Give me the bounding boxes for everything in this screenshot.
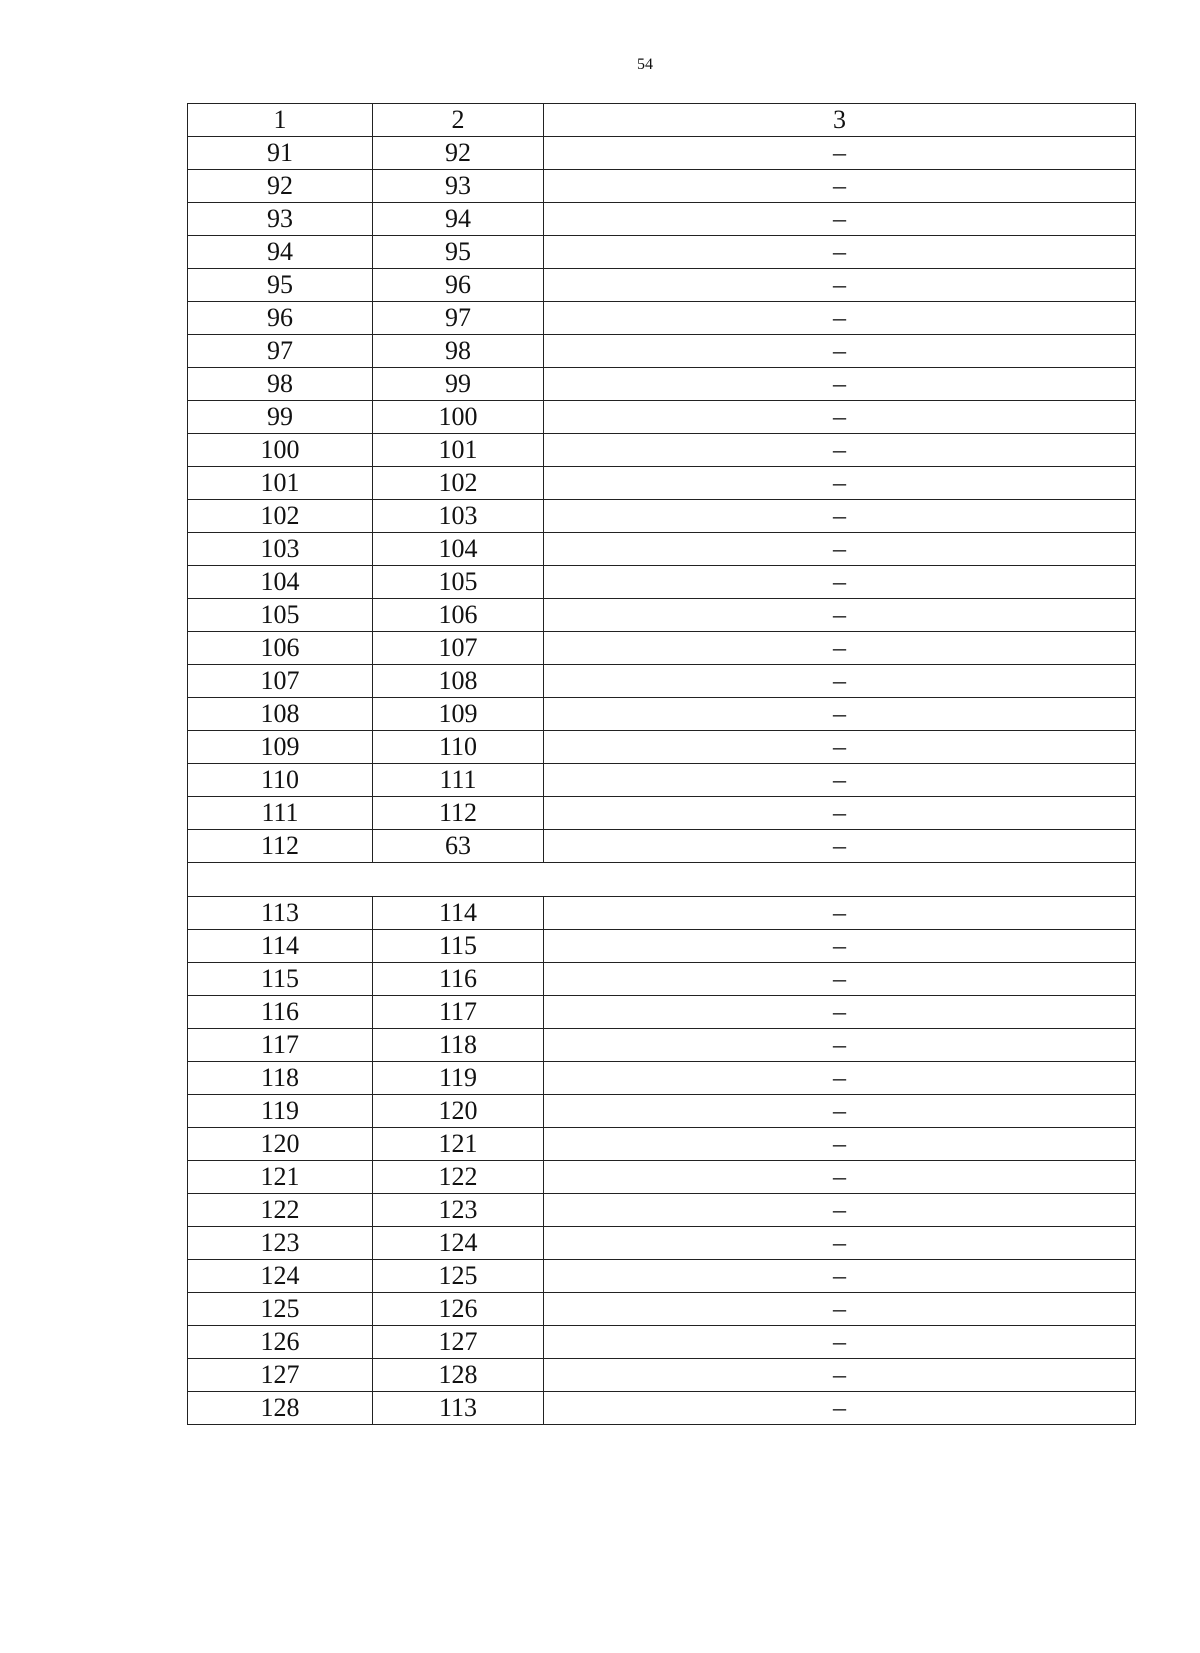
table-row: [188, 335, 1136, 368]
table-row: [188, 1161, 1136, 1194]
table-cell-col-3: –: [544, 731, 1136, 764]
table-cell-col-2: 94: [373, 203, 544, 236]
table-cell-col-3: –: [544, 1095, 1136, 1128]
table-cell-col-2: 100: [373, 401, 544, 434]
table-cell-col-1: 110: [188, 764, 373, 797]
table-row: [188, 1095, 1136, 1128]
table-cell-col-3: –: [544, 1128, 1136, 1161]
table-cell-col-2: 98: [373, 335, 544, 368]
table-cell-col-3: –: [544, 170, 1136, 203]
table-row: [188, 731, 1136, 764]
table-cell-col-3: –: [544, 797, 1136, 830]
table-cell-col-1: 117: [188, 1029, 373, 1062]
table-row: [188, 665, 1136, 698]
table-cell-col-2: 95: [373, 236, 544, 269]
table-cell-col-2: 107: [373, 632, 544, 665]
table-row: [188, 764, 1136, 797]
table-cell-col-2: 109: [373, 698, 544, 731]
table-cell-col-2: 99: [373, 368, 544, 401]
table-cell-col-2: 124: [373, 1227, 544, 1260]
table-cell-col-2: 113: [373, 1392, 544, 1425]
table-row: [188, 698, 1136, 731]
table-cell-col-1: 103: [188, 533, 373, 566]
table-row: [188, 533, 1136, 566]
table-cell-col-1: 113: [188, 897, 373, 930]
header-cell-1: 1: [188, 104, 373, 137]
table-cell-col-3: –: [544, 1194, 1136, 1227]
table-cell-col-2: 110: [373, 731, 544, 764]
table-cell-col-3: –: [544, 1359, 1136, 1392]
table-row: [188, 434, 1136, 467]
table-cell-col-2: 115: [373, 930, 544, 963]
page-number: 54: [637, 56, 653, 73]
table-cell-col-2: 106: [373, 599, 544, 632]
table-cell-col-1: 128: [188, 1392, 373, 1425]
table-cell-col-1: 116: [188, 996, 373, 1029]
table-cell-col-3: –: [544, 467, 1136, 500]
table-cell-col-1: 120: [188, 1128, 373, 1161]
table-row: [188, 368, 1136, 401]
table-body: [188, 104, 1136, 1425]
table-cell-col-2: 118: [373, 1029, 544, 1062]
table-cell-col-2: 117: [373, 996, 544, 1029]
table-cell-col-3: –: [544, 1293, 1136, 1326]
section-gap-row: [188, 863, 1136, 897]
table-cell-col-3: –: [544, 368, 1136, 401]
table-cell-col-2: 126: [373, 1293, 544, 1326]
table-row: [188, 599, 1136, 632]
table-cell-col-2: 123: [373, 1194, 544, 1227]
table-cell-col-1: 106: [188, 632, 373, 665]
table-cell-col-1: 109: [188, 731, 373, 764]
table-cell-col-1: 122: [188, 1194, 373, 1227]
table-cell-col-1: 97: [188, 335, 373, 368]
table-row: [188, 236, 1136, 269]
table-cell-col-1: 108: [188, 698, 373, 731]
table-cell-col-1: 105: [188, 599, 373, 632]
table-cell-col-2: 114: [373, 897, 544, 930]
table-row: [188, 566, 1136, 599]
table-cell-col-2: 103: [373, 500, 544, 533]
table-row: [188, 1128, 1136, 1161]
table-cell-col-1: 112: [188, 830, 373, 863]
table-row: [188, 830, 1136, 863]
table-cell-col-3: –: [544, 830, 1136, 863]
table-row: [188, 467, 1136, 500]
data-table: [187, 103, 1136, 1425]
table-row: [188, 996, 1136, 1029]
table-row: [188, 1029, 1136, 1062]
table-cell-col-3: –: [544, 434, 1136, 467]
table-cell-col-2: 125: [373, 1260, 544, 1293]
table-cell-col-3: –: [544, 302, 1136, 335]
table-cell-col-3: –: [544, 1062, 1136, 1095]
table-cell-col-2: 101: [373, 434, 544, 467]
table-row: [188, 930, 1136, 963]
table-cell-col-3: –: [544, 137, 1136, 170]
table-cell-col-3: –: [544, 1227, 1136, 1260]
table-row: [188, 269, 1136, 302]
table-row: [188, 797, 1136, 830]
table-cell-col-1: 127: [188, 1359, 373, 1392]
table-cell-col-2: 96: [373, 269, 544, 302]
table-cell-col-3: –: [544, 1392, 1136, 1425]
table-cell-col-1: 114: [188, 930, 373, 963]
table-cell-col-1: 101: [188, 467, 373, 500]
table-cell-col-1: 104: [188, 566, 373, 599]
table-row: [188, 963, 1136, 996]
table-cell-col-1: 93: [188, 203, 373, 236]
table-cell-col-1: 100: [188, 434, 373, 467]
table-cell-col-2: 112: [373, 797, 544, 830]
table-row: [188, 632, 1136, 665]
table-cell-col-3: –: [544, 335, 1136, 368]
table-cell-col-3: –: [544, 401, 1136, 434]
header-row: [188, 104, 1136, 137]
table-cell-col-3: –: [544, 269, 1136, 302]
table-cell-col-2: 108: [373, 665, 544, 698]
header-cell-3: 3: [544, 104, 1136, 137]
table-cell-col-2: 102: [373, 467, 544, 500]
table-cell-col-2: 127: [373, 1326, 544, 1359]
table-row: [188, 170, 1136, 203]
table-cell-col-1: 107: [188, 665, 373, 698]
table-row: [188, 203, 1136, 236]
table-cell-col-3: –: [544, 1161, 1136, 1194]
table-cell-col-3: –: [544, 533, 1136, 566]
table-cell-col-1: 96: [188, 302, 373, 335]
table-cell-col-1: 125: [188, 1293, 373, 1326]
section-gap-cell: [188, 863, 1136, 897]
table-cell-col-2: 92: [373, 137, 544, 170]
table-cell-col-2: 120: [373, 1095, 544, 1128]
table-cell-col-3: –: [544, 1260, 1136, 1293]
table-cell-col-1: 99: [188, 401, 373, 434]
table-cell-col-2: 97: [373, 302, 544, 335]
header-cell-2: 2: [373, 104, 544, 137]
table-cell-col-2: 111: [373, 764, 544, 797]
table-cell-col-3: –: [544, 930, 1136, 963]
table-cell-col-3: –: [544, 236, 1136, 269]
table-cell-col-2: 63: [373, 830, 544, 863]
table-cell-col-3: –: [544, 963, 1136, 996]
table-row: [188, 897, 1136, 930]
table-cell-col-3: –: [544, 897, 1136, 930]
table-cell-col-2: 105: [373, 566, 544, 599]
table-cell-col-1: 98: [188, 368, 373, 401]
table-cell-col-1: 102: [188, 500, 373, 533]
table-row: [188, 1260, 1136, 1293]
table-cell-col-1: 119: [188, 1095, 373, 1128]
table-cell-col-1: 124: [188, 1260, 373, 1293]
table-cell-col-2: 119: [373, 1062, 544, 1095]
table-cell-col-2: 122: [373, 1161, 544, 1194]
table-row: [188, 1359, 1136, 1392]
table-cell-col-1: 121: [188, 1161, 373, 1194]
table-cell-col-3: –: [544, 996, 1136, 1029]
table-row: [188, 1062, 1136, 1095]
table-cell-col-1: 94: [188, 236, 373, 269]
table-cell-col-1: 118: [188, 1062, 373, 1095]
table-row: [188, 1326, 1136, 1359]
table-cell-col-1: 123: [188, 1227, 373, 1260]
table-cell-col-2: 121: [373, 1128, 544, 1161]
table-cell-col-1: 91: [188, 137, 373, 170]
table-cell-col-3: –: [544, 764, 1136, 797]
table-cell-col-1: 95: [188, 269, 373, 302]
table-cell-col-1: 92: [188, 170, 373, 203]
table-cell-col-1: 115: [188, 963, 373, 996]
table-cell-col-3: –: [544, 698, 1136, 731]
table-cell-col-1: 111: [188, 797, 373, 830]
table-cell-col-3: –: [544, 665, 1136, 698]
table-cell-col-3: –: [544, 203, 1136, 236]
table-row: [188, 137, 1136, 170]
table-row: [188, 1227, 1136, 1260]
table-cell-col-3: –: [544, 632, 1136, 665]
table-cell-col-3: –: [544, 1326, 1136, 1359]
table-row: [188, 302, 1136, 335]
table-row: [188, 1392, 1136, 1425]
table-row: [188, 401, 1136, 434]
table-cell-col-3: –: [544, 500, 1136, 533]
table-cell-col-3: –: [544, 599, 1136, 632]
table-cell-col-2: 93: [373, 170, 544, 203]
table-cell-col-3: –: [544, 1029, 1136, 1062]
table-cell-col-2: 104: [373, 533, 544, 566]
table-row: [188, 1293, 1136, 1326]
table-cell-col-1: 126: [188, 1326, 373, 1359]
table-cell-col-3: –: [544, 566, 1136, 599]
table-cell-col-2: 128: [373, 1359, 544, 1392]
table-row: [188, 500, 1136, 533]
table-cell-col-2: 116: [373, 963, 544, 996]
table-row: [188, 1194, 1136, 1227]
